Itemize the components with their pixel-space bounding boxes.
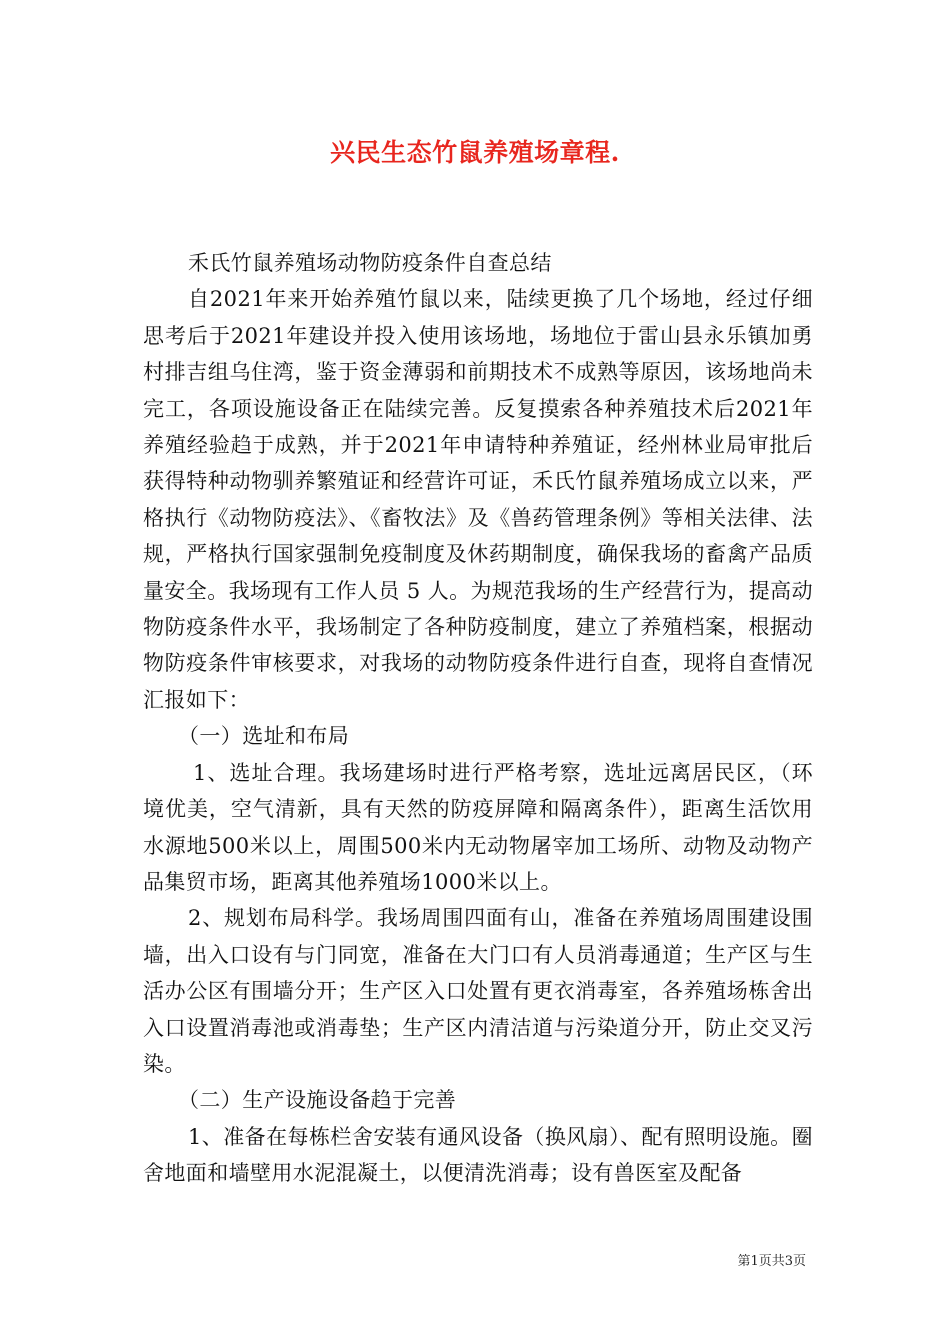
paragraph-layout: 2、规划布局科学。我场周围四面有山，准备在养殖场周围建设围墙，出入口设有与门同宽，准备在大门口有人员消毒通道；生产区与生活办公区有围墙分开；生产区入口处置有更衣消毒室，各养殖场栋舍出入口设置消毒池或消毒垫；生产区内清洁道与污染道分开，防止交叉污染。 [143,906,813,1076]
section-heading: 禾氏竹鼠养殖场动物防疫条件自查总结 [188,251,552,275]
subsection-heading-facilities: （二）生产设施设备趋于完善 [178,1088,457,1113]
subsection-heading-site: （一）选址和布局 [178,724,350,749]
paragraph-site-selection: 1、选址合理。我场建场时进行严格考察，选址远离居民区，（环境优美，空气清新，具有天然的防疫屏障和隔离条件），距离生活饮用水源地500米以上，周围500米内无动物屠宰加工场所、动物及动物产品集贸市场，距离其他养殖场1000米以上。 [143,760,813,894]
page-number: 第1页共3页 [737,1254,806,1269]
paragraph-intro: 自2021年来开始养殖竹鼠以来，陆续更换了几个场地，经过仔细思考后于2021年建设并投入使用该场地，场地位于雷山县永乐镇加勇村排吉组乌住湾，鉴于资金薄弱和前期技术不成熟等原因，该场地尚未完工，各项设施设备正在陆续完善。反复摸索各种养殖技术后2021年养殖经验趋于成熟，并于2021年申请特种养殖证，经州林业局审批后获得特种动物驯养繁殖证和经营许可证，禾氏竹鼠养殖场成立以来，严格执行《动物防疫法》、《畜牧法》及《兽药管理条例》等相关法律、法规，严格执行国家强制免疫制度及休药期制度，确保我场的畜禽产品质量安全。我场现有工作人员 5 人。为规范我场的生产经营行为，提高动物防疫条件水平，我场制定了各种防疫制度，建立了养殖档案，根据动物防疫条件审核要求，对我场的动物防疫条件进行自查，现将自查情况汇报如下： [143,287,813,712]
paragraph-facilities: 1、准备在每栋栏舍安装有通风设备（换风扇）、配有照明设施。圈舍地面和墙壁用水泥混凝土，以便清洗消毒；设有兽医室及配备 [143,1124,813,1186]
document-body [143,245,813,1192]
page-title: 兴民生态竹鼠养殖场章程. [330,138,620,167]
page-footer [737,1250,806,1269]
